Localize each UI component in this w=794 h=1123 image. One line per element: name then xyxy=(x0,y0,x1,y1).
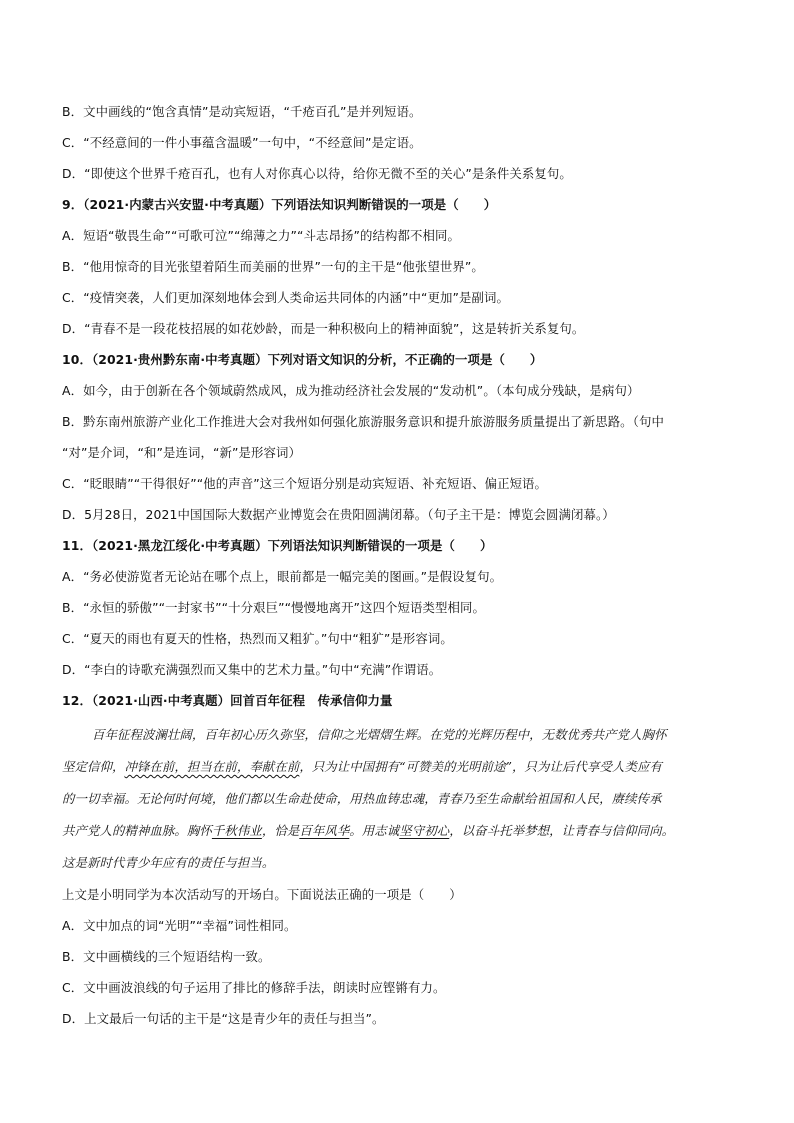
q8-option-c: C．“不经意间的一件小事蕴含温暖”一句中，“不经意间”是定语。 xyxy=(62,135,422,150)
q8-option-d: D．“即使这个世界千疮百孔，也有人对你真心以待，给你无微不至的关心”是条件关系复句。 xyxy=(62,166,572,181)
q12-option-d: D．上文最后一句话的主干是“这是青少年的责任与担当”。 xyxy=(62,1011,385,1026)
underlined-phrase: 百年风华 xyxy=(299,823,350,838)
q10-option-c: C．“眨眼睛”“干得很好”“他的声音”这三个短语分别是动宾短语、补充短语、偏正短语。 xyxy=(62,476,548,491)
q11-option-c: C．“夏天的雨也有夏天的性格，热烈而又粗犷。”句中“粗犷”是形容词。 xyxy=(62,631,453,646)
passage-text: ，恰是 xyxy=(261,823,300,838)
passage-line-3: 的一切幸福。无论何时何境，他们都以生命赴使命，用热血铸忠魂，青春乃至生命献给祖国和人民，赓续传承 xyxy=(62,791,662,806)
q11-option-b: B．“永恒的骄傲”“一封家书”“十分艰巨”“慢慢地离开”这四个短语类型相同。 xyxy=(62,600,485,615)
wavy-underlined-sentence: 冲锋在前，担当在前，奉献在前 xyxy=(124,759,300,774)
passage-text: ，以奋斗托举梦想，让青春与信仰同向。 xyxy=(449,823,675,838)
q12-option-b: B．文中画横线的三个短语结构一致。 xyxy=(62,949,271,964)
q10-option-b: B．黔东南州旅游产业化工作推进大会对我州如何强化旅游服务意识和提升旅游服务质量提出了新思路。（句中 xyxy=(62,414,664,429)
q8-option-b: B．文中画线的“饱含真情”是动宾短语，“千疮百孔”是并列短语。 xyxy=(62,104,422,119)
passage-line-1: 百年征程波澜壮阔，百年初心历久弥坚，信仰之光熠熠生辉。在党的光辉历程中，无数优秀共产党人胸怀 xyxy=(92,727,667,742)
passage-text: 。用志诚 xyxy=(349,823,400,838)
passage-line-4 xyxy=(62,823,674,839)
q9-option-d: D．“青春不是一段花枝招展的如花妙龄，而是一种积极向上的精神面貌”，这是转折关系复句。 xyxy=(62,321,585,336)
q11-option-a: A．“务必使游览者无论站在哪个点上，眼前都是一幅完美的图画。”是假设复句。 xyxy=(62,569,503,584)
underlined-phrase: 千秋伟业 xyxy=(211,823,262,838)
passage-text: 坚定信仰， xyxy=(62,759,125,774)
passage-text: 共产党人的精神血脉。胸怀 xyxy=(62,823,212,838)
q9-option-c: C．“疫情突袭，人们更加深刻地体会到人类命运共同体的内涵”中“更加”是副词。 xyxy=(62,290,510,305)
q12-option-c: C．文中画波浪线的句子运用了排比的修辞手法，朗读时应铿锵有力。 xyxy=(62,980,446,995)
q12-option-a: A．文中加点的词“光明”“幸福”词性相同。 xyxy=(62,918,297,933)
q12-title: 12．（2021·山西·中考真题）回首百年征程 传承信仰力量 xyxy=(62,693,393,708)
q11-title: 11．（2021·黑龙江绥化·中考真题）下列语法知识判断错误的一项是（ ） xyxy=(62,538,493,553)
q9-title: 9．（2021·内蒙古兴安盟·中考真题）下列语法知识判断错误的一项是（ ） xyxy=(62,197,497,212)
q9-option-a: A．短语“敬畏生命”“可歌可泣”“绵薄之力”“斗志昂扬”的结构都不相同。 xyxy=(62,228,460,243)
q12-question: 上文是小明同学为本次活动写的开场白。下面说法正确的一项是（ ） xyxy=(62,887,462,902)
passage-line-2 xyxy=(62,759,662,775)
passage-line-5: 这是新时代青少年应有的责任与担当。 xyxy=(62,855,275,870)
q10-option-b-cont: “对”是介词，“和”是连词，“新”是形容词） xyxy=(62,445,301,460)
q10-option-a: A．如今，由于创新在各个领域蔚然成风，成为推动经济社会发展的“发动机”。（本句成分残缺，是病句） xyxy=(62,383,640,398)
passage-text: ，只为让中国拥有“可赞美的光明前途”，只为让后代享受人类应有 xyxy=(299,759,662,774)
underlined-phrase: 坚守初心 xyxy=(399,823,450,838)
q10-title: 10．（2021·贵州黔东南·中考真题）下列对语文知识的分析，不正确的一项是（ ） xyxy=(62,352,543,367)
q11-option-d: D．“李白的诗歌充满强烈而又集中的艺术力量。”句中“充满”作谓语。 xyxy=(62,662,442,677)
q9-option-b: B．“他用惊奇的目光张望着陌生而美丽的世界”一句的主干是“他张望世界”。 xyxy=(62,259,484,274)
q10-option-d: D．5月28日，2021中国国际大数据产业博览会在贵阳圆满闭幕。（句子主干是：博览会圆满闭幕。） xyxy=(62,507,615,522)
